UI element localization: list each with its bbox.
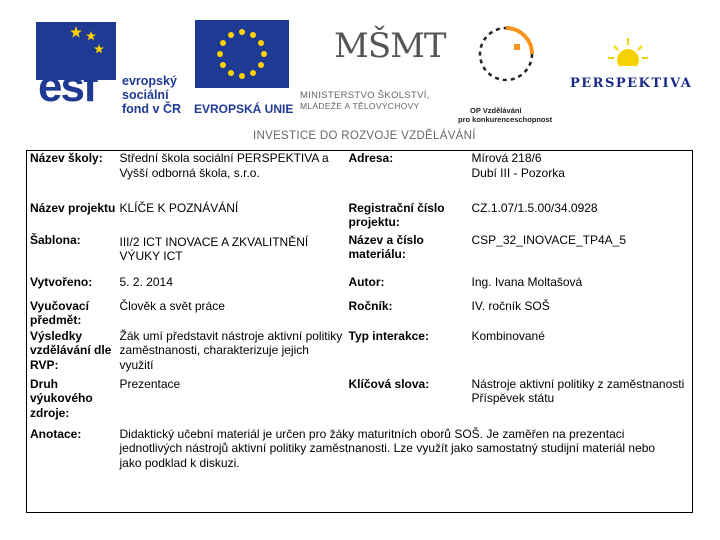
anotace-value: Didaktický učební materiál je určen pro žáky maturitních oborů SOŠ. Je zaměřen na prezentaci jednotlivých nástrojů aktivní politiky zaměstnanosti. Lze využít jako samostatný studijní materiál nebo jako podklad k diskuzi. <box>119 426 656 470</box>
druh-label: Druh výukového zdroje: <box>30 376 93 420</box>
esf-letters: esf <box>38 62 96 111</box>
klicova-slova-label: Klíčová slova: <box>348 376 430 391</box>
table-row <box>27 295 693 329</box>
table-row <box>27 201 693 233</box>
table-row <box>27 233 693 271</box>
vysledky-value: Žák umí představit nástroje aktivní politiky zaměstnanosti, charakterizuje jejich využití <box>119 328 343 372</box>
perspektiva-name: PERSPEKTIVA <box>570 76 693 91</box>
esf-logo <box>36 22 188 118</box>
msmt-letters: MŠMT <box>334 26 446 66</box>
op-logo <box>458 18 558 122</box>
sun-icon <box>606 36 650 66</box>
eu-logo <box>192 20 292 120</box>
esf-text: evropský sociální fond v ČR <box>122 74 182 116</box>
adresa-label: Adresa: <box>348 151 394 165</box>
predmet-label: Vyučovací předmět: <box>30 298 89 327</box>
sablona-value: III/2 ICT INOVACE A ZKVALITNĚNÍ VÝUKY ICT <box>119 234 309 263</box>
table-row <box>27 329 693 377</box>
op-text: OP Vzdělávání pro konkurenceschopnost <box>458 106 553 124</box>
op-circle-icon <box>476 22 540 88</box>
info-table <box>26 150 693 513</box>
nazev-materialu-value: CSP_32_INOVACE_TP4A_5 <box>471 232 627 247</box>
table-row <box>27 151 693 201</box>
table-row <box>27 427 693 513</box>
druh-value: Prezentace <box>119 376 181 391</box>
table-row <box>27 271 693 295</box>
nazev-skoly-label: Název školy: <box>30 151 103 165</box>
vytvoreno-value: 5. 2. 2014 <box>119 274 173 289</box>
perspektiva-logo <box>566 36 693 96</box>
nazev-materialu-label: Název a číslo materiálu: <box>348 232 424 261</box>
table-row <box>27 377 693 427</box>
adresa-value: Mírová 218/6 Dubí III - Pozorka <box>471 151 565 180</box>
typ-interakce-label: Typ interakce: <box>348 328 429 343</box>
msmt-text: MINISTERSTVO ŠKOLSTVÍ, MLÁDEŽE A TĚLOVÝCHOVY <box>300 90 430 111</box>
msmt-logo <box>300 18 460 122</box>
klicova-slova-value: Nástroje aktivní politiky z zaměstnanosti Příspěvek státu <box>471 376 685 405</box>
nazev-projektu-label: Název projektu <box>30 200 116 215</box>
predmet-value: Člověk a svět práce <box>119 298 225 313</box>
eu-caption: EVROPSKÁ UNIE <box>194 102 294 116</box>
registracni-value: CZ.1.07/1.5.00/34.0928 <box>471 200 598 215</box>
rocnik-label: Ročník: <box>348 298 393 313</box>
sablona-label: Šablona: <box>30 232 81 247</box>
anotace-label: Anotace: <box>30 426 82 441</box>
vysledky-label: Výsledky vzdělávání dle RVP: <box>30 328 112 372</box>
autor-value: Ing. Ivana Moltašová <box>471 274 583 289</box>
eu-flag-icon <box>195 20 289 88</box>
registracni-label: Registrační číslo projektu: <box>348 200 445 229</box>
nazev-projektu-value: KLÍČE K POZNÁVÁNÍ <box>119 200 239 215</box>
autor-label: Autor: <box>348 274 385 289</box>
investice-caption: INVESTICE DO ROZVOJE VZDĚLÁVÁNÍ <box>253 130 476 142</box>
rocnik-value: IV. ročník SOŠ <box>471 298 550 313</box>
nazev-skoly-value: Střední škola sociální PERSPEKTIVA a Vyšší odborná škola, s.r.o. <box>119 151 329 180</box>
typ-interakce-value: Kombinované <box>471 328 545 343</box>
vytvoreno-label: Vytvořeno: <box>30 274 93 289</box>
